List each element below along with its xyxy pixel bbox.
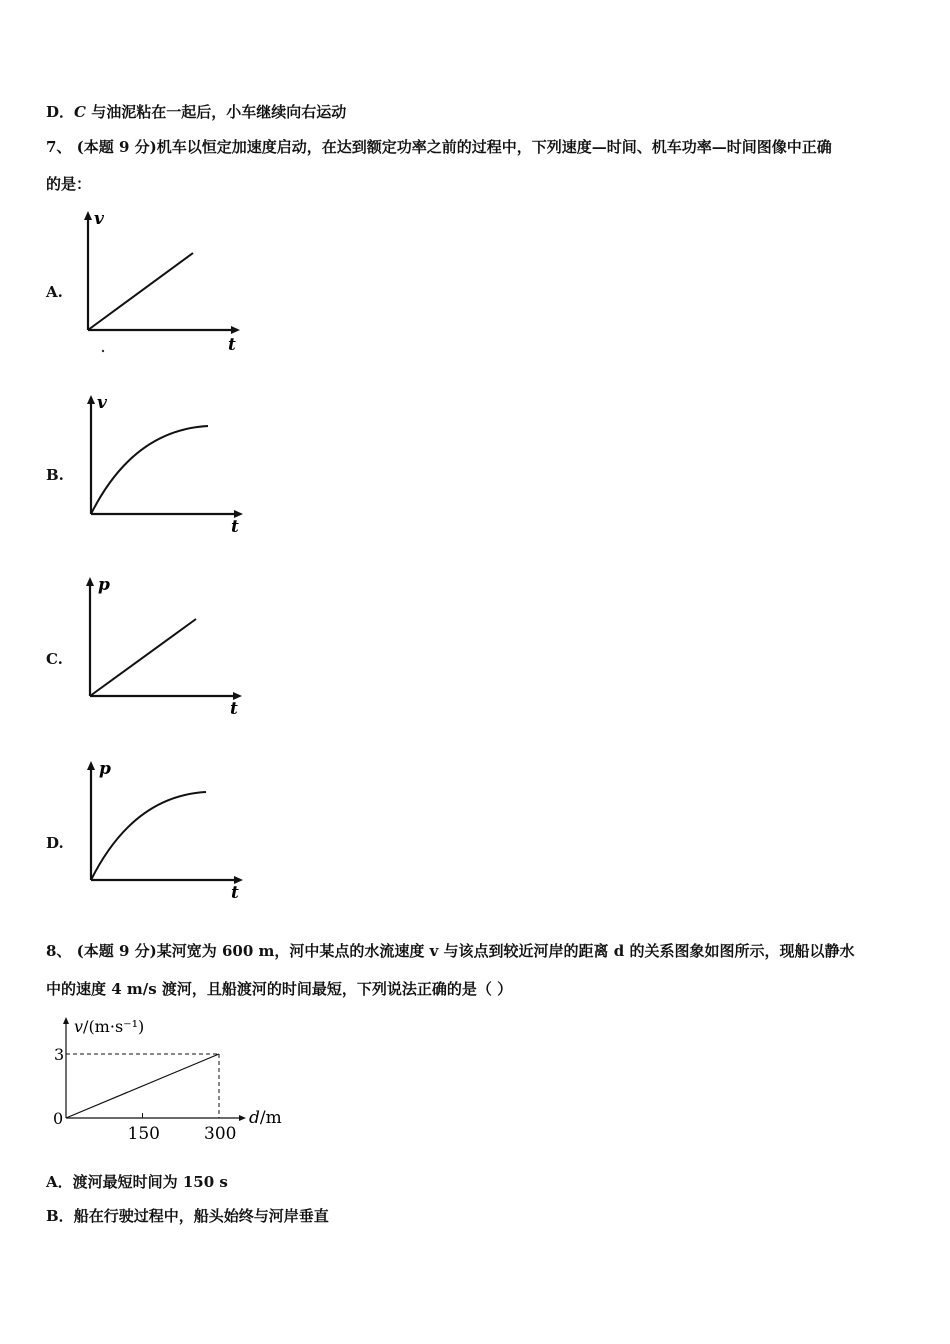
y-axis-arrow	[86, 577, 94, 586]
q7-option-a-graph	[80, 208, 250, 358]
option-letter: A．	[46, 1173, 73, 1191]
option-text: 渡河最短时间为 150 s	[72, 1173, 228, 1191]
question-points: (本题 9 分)	[76, 138, 157, 156]
q8-stem-line1	[46, 941, 910, 961]
x-axis-label: d/m	[249, 1108, 282, 1128]
y-axis-arrow	[84, 211, 92, 220]
y-axis-label: p	[99, 759, 111, 779]
x-axis-label: t	[231, 517, 239, 537]
x-axis-arrow	[239, 1115, 246, 1121]
q8-stem-line2	[46, 979, 910, 999]
plot-line	[88, 253, 193, 330]
option-text: 船在行驶过程中，船头始终与河岸垂直	[73, 1207, 329, 1225]
y-axis-label: v/(m·s⁻¹)	[74, 1017, 145, 1036]
option-letter: D．	[46, 103, 75, 121]
stray-dot	[102, 350, 104, 352]
q7-stem-line1	[46, 137, 910, 157]
y-axis-label: v	[94, 209, 104, 229]
x-axis-label: t	[231, 883, 239, 903]
option-letter: B．	[46, 1207, 74, 1225]
series-line-v	[66, 1054, 219, 1118]
x-tick-label: 150	[127, 1124, 160, 1144]
x-axis-label: t	[228, 335, 236, 355]
q7-option-a-label[interactable]: A.	[46, 283, 63, 301]
y-axis-label: v	[97, 393, 107, 413]
q7-option-b-label[interactable]: B.	[46, 466, 64, 484]
q8-chart	[46, 1012, 296, 1148]
question-points: (本题 9 分)	[76, 942, 157, 960]
question-text: 某河宽为 600 m，河中某点的水流速度 v 与该点到较近河岸的距离 d 的关系图象如图所示，现船以静水	[156, 942, 855, 960]
option-variable: C	[74, 103, 86, 121]
y-tick-label: 3	[54, 1045, 65, 1064]
q7-option-c-graph	[82, 574, 252, 722]
option-text: 与油泥粘在一起后，小车继续向右运动	[91, 103, 347, 121]
q6-option-d	[46, 102, 910, 122]
question-number: 7、	[46, 138, 72, 156]
y-axis-arrow	[63, 1017, 69, 1024]
x-tick-label: 300	[204, 1124, 237, 1144]
plot-curve	[91, 426, 208, 514]
x-axis-label: t	[230, 699, 238, 719]
q7-option-d-graph	[83, 758, 253, 906]
x-axis-arrow	[231, 326, 240, 334]
q7-option-c-label[interactable]: C.	[46, 650, 63, 668]
q8-option-a[interactable]	[46, 1172, 910, 1192]
question-text: 机车以恒定加速度启动，在达到额定功率之前的过程中，下列速度—时间、机车功率—时间图像中正确	[156, 138, 832, 156]
plot-curve	[91, 792, 206, 880]
question-text: 中的速度 4 m/s 渡河，且船渡河的时间最短，下列说法正确的是（ ）	[46, 980, 513, 998]
y-axis-arrow	[87, 395, 95, 404]
q8-option-b[interactable]	[46, 1206, 910, 1226]
question-text: 的是：	[46, 175, 92, 193]
q7-stem-line2	[46, 174, 910, 194]
q7-option-d-label[interactable]: D.	[46, 834, 64, 852]
origin-label: 0	[53, 1109, 64, 1128]
y-axis-arrow	[87, 761, 95, 770]
q7-option-b-graph	[83, 392, 253, 537]
question-number: 8、	[46, 942, 72, 960]
plot-line	[90, 619, 196, 696]
y-axis-label: p	[98, 575, 110, 595]
